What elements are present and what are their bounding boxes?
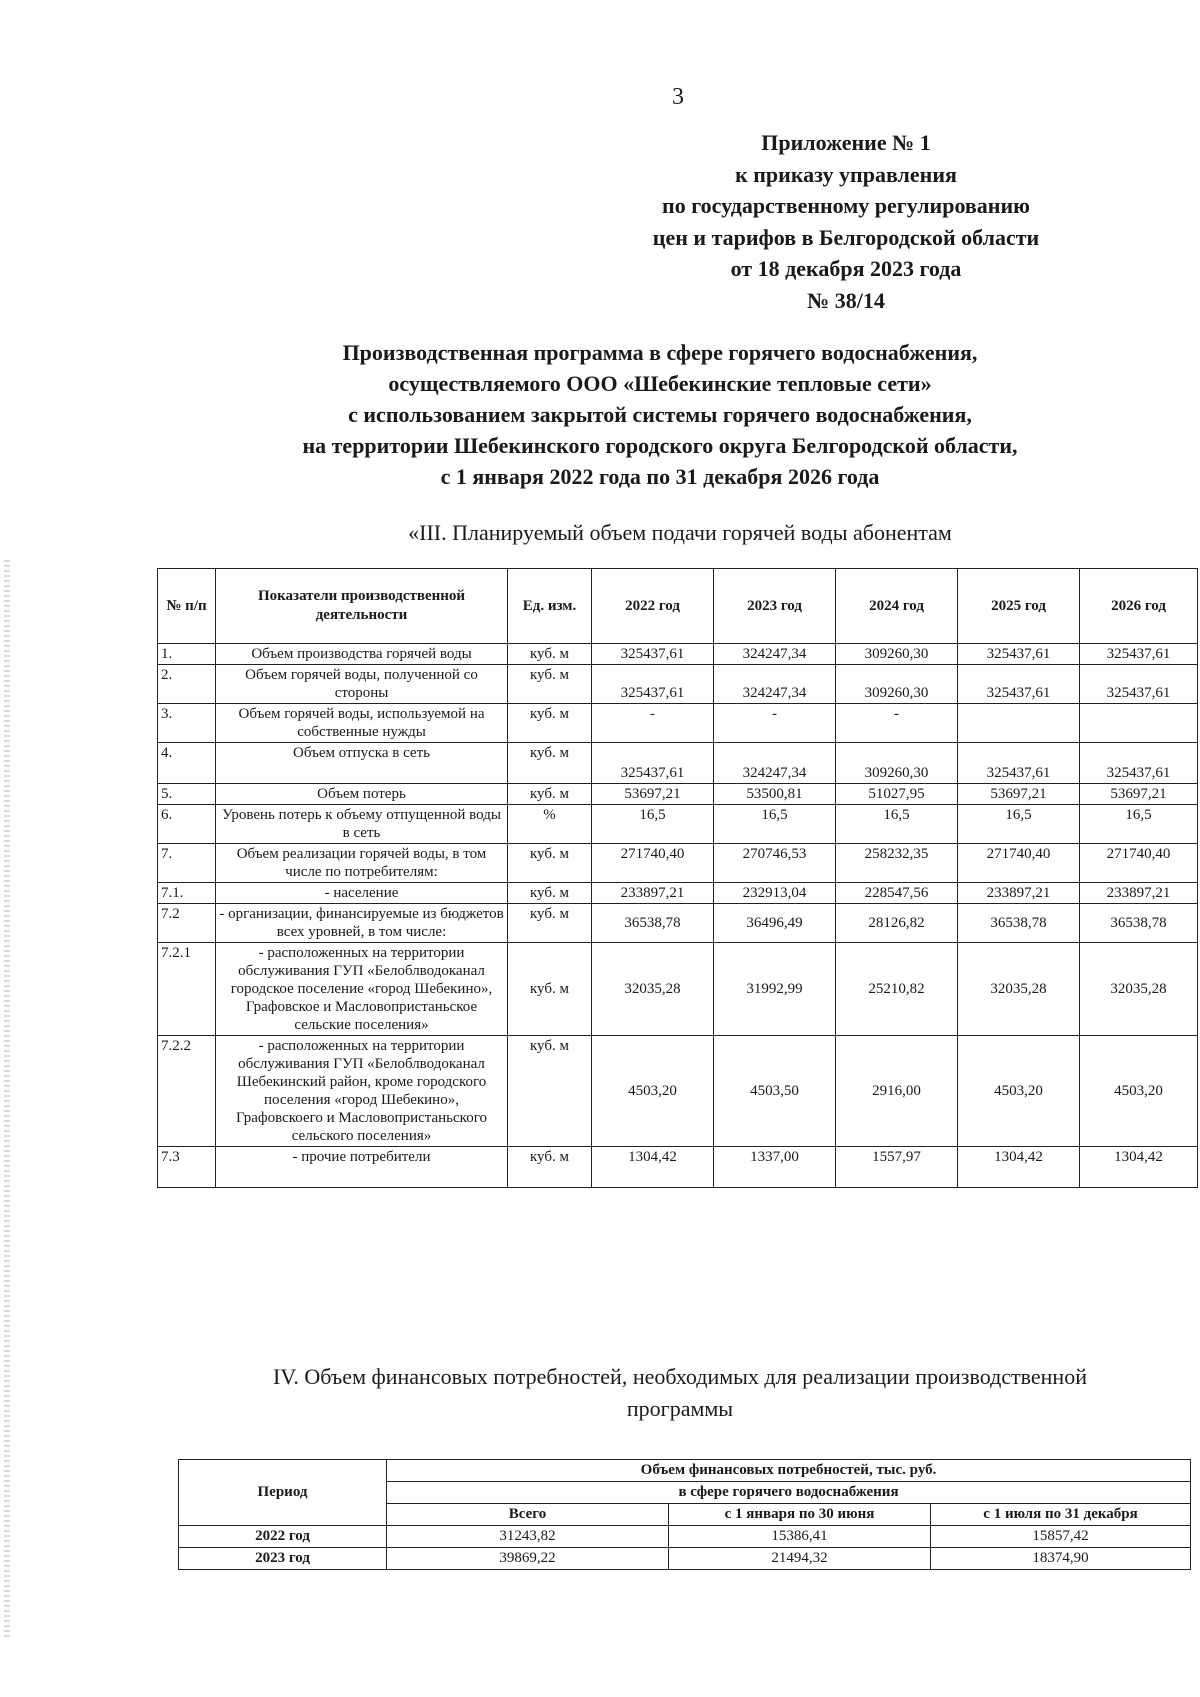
row-value: 271740,40 (958, 844, 1080, 883)
header-year: 2024 год (836, 569, 958, 644)
table-row (158, 943, 1198, 1036)
row-period: 2023 год (179, 1548, 387, 1570)
row-num: 7.1. (158, 883, 216, 904)
header-group: Объем финансовых потребностей, тыс. руб. (387, 1460, 1191, 1482)
row-num: 3. (158, 704, 216, 743)
row-unit: куб. м (508, 784, 592, 805)
header-indicator: Показатели производственной деятельности (216, 569, 508, 644)
row-value: 28126,82 (836, 904, 958, 943)
document-title (150, 337, 1170, 492)
header-year: 2026 год (1080, 569, 1198, 644)
page-number: 3 (672, 84, 684, 110)
appendix-line: цен и тарифов в Белгородской области (652, 224, 1040, 250)
water-supply-volume-table (157, 568, 1198, 1188)
row-value: 309260,30 (836, 665, 958, 704)
row-value: 324247,34 (714, 743, 836, 784)
row-value: 232913,04 (714, 883, 836, 904)
row-second-half: 18374,90 (931, 1548, 1191, 1570)
row-unit: куб. м (508, 1036, 592, 1147)
header-second-half: с 1 июля по 31 декабря (931, 1504, 1191, 1526)
row-first-half: 15386,41 (669, 1526, 931, 1548)
row-unit: куб. м (508, 743, 592, 784)
row-num: 1. (158, 644, 216, 665)
table-row (158, 644, 1198, 665)
row-value: 4503,20 (958, 1036, 1080, 1147)
row-value: 36538,78 (1080, 904, 1198, 943)
row-unit: куб. м (508, 844, 592, 883)
row-unit: куб. м (508, 1147, 592, 1188)
row-name: Объем реализации горячей воды, в том числе по потребителям: (216, 844, 508, 883)
title-line: с 1 января 2022 года по 31 декабря 2026 года (440, 464, 880, 489)
row-value: 16,5 (958, 805, 1080, 844)
row-name: - организации, финансируемые из бюджетов всех уровней, в том числе: (216, 904, 508, 943)
row-second-half: 15857,42 (931, 1526, 1191, 1548)
table-row (158, 844, 1198, 883)
row-value: 325437,61 (1080, 665, 1198, 704)
header-num: № п/п (158, 569, 216, 644)
row-value: 309260,30 (836, 644, 958, 665)
row-name: - расположенных на территории обслуживания ГУП «Белоблводоканал Шебекинский район, кроме городского поселения «город Шебекино», Графовскоего и Масловопристаньского сельского поселения» (216, 1036, 508, 1147)
row-num: 4. (158, 743, 216, 784)
row-total: 31243,82 (387, 1526, 669, 1548)
row-value (958, 704, 1080, 743)
header-subgroup: в сфере горячего водоснабжения (387, 1482, 1191, 1504)
row-name: Объем горячей воды, используемой на собственные нужды (216, 704, 508, 743)
table-row (158, 805, 1198, 844)
row-value (1080, 704, 1198, 743)
row-num: 2. (158, 665, 216, 704)
row-name: - прочие потребители (216, 1147, 508, 1188)
row-value: 325437,61 (592, 743, 714, 784)
appendix-line: Приложение № 1 (761, 130, 931, 155)
row-name: Объем потерь (216, 784, 508, 805)
table-row (179, 1548, 1191, 1570)
row-num: 7.3 (158, 1147, 216, 1188)
row-num: 7.2.1 (158, 943, 216, 1036)
row-value: 1557,97 (836, 1147, 958, 1188)
table-row (158, 743, 1198, 784)
row-value: 36496,49 (714, 904, 836, 943)
row-value: 32035,28 (592, 943, 714, 1036)
row-value: 270746,53 (714, 844, 836, 883)
title-line: осуществляемого ООО «Шебекинские тепловые сети» (388, 371, 932, 396)
row-value: 324247,34 (714, 644, 836, 665)
row-value: 325437,61 (592, 644, 714, 665)
row-unit: куб. м (508, 943, 592, 1036)
table-row (158, 665, 1198, 704)
row-unit: куб. м (508, 665, 592, 704)
row-value: - (714, 704, 836, 743)
appendix-line: по государственному регулированию (662, 193, 1030, 218)
row-value: 53500,81 (714, 784, 836, 805)
row-value: 271740,40 (1080, 844, 1198, 883)
row-value: 325437,61 (1080, 644, 1198, 665)
row-value: 2916,00 (836, 1036, 958, 1147)
row-num: 7.2.2 (158, 1036, 216, 1147)
row-value: 309260,30 (836, 743, 958, 784)
row-name: Объем отпуска в сеть (216, 743, 508, 784)
row-value: 16,5 (1080, 805, 1198, 844)
appendix-header (560, 127, 1132, 316)
row-value: 53697,21 (1080, 784, 1198, 805)
row-unit: куб. м (508, 883, 592, 904)
financial-needs-table (178, 1459, 1191, 1570)
table-row (158, 904, 1198, 943)
binding-edge (4, 560, 10, 1640)
row-value: 1304,42 (958, 1147, 1080, 1188)
row-value: 16,5 (836, 805, 958, 844)
header-unit: Ед. изм. (508, 569, 592, 644)
header-period: Период (179, 1460, 387, 1526)
row-num: 5. (158, 784, 216, 805)
row-value: 271740,40 (592, 844, 714, 883)
row-value: 233897,21 (592, 883, 714, 904)
appendix-line: к приказу управления (735, 161, 957, 187)
row-value: 325437,61 (1080, 743, 1198, 784)
row-value: 228547,56 (836, 883, 958, 904)
row-name: - население (216, 883, 508, 904)
table-header-row (158, 569, 1198, 644)
row-num: 7. (158, 844, 216, 883)
header-first-half: с 1 января по 30 июня (669, 1504, 931, 1526)
header-year: 2025 год (958, 569, 1080, 644)
row-value: 53697,21 (958, 784, 1080, 805)
row-value: 325437,61 (958, 644, 1080, 665)
row-unit: куб. м (508, 704, 592, 743)
row-total: 39869,22 (387, 1548, 669, 1570)
title-line: Производственная программа в сфере горячего водоснабжения, (342, 340, 978, 365)
table-row (158, 1036, 1198, 1147)
row-value: 233897,21 (1080, 883, 1198, 904)
section-3-title: «III. Планируемый объем подачи горячей воды абонентам (408, 520, 952, 545)
row-unit: % (508, 805, 592, 844)
row-value: 325437,61 (592, 665, 714, 704)
row-name: Уровень потерь к объему отпущенной воды в сеть (216, 805, 508, 844)
header-year: 2022 год (592, 569, 714, 644)
row-value: 16,5 (714, 805, 836, 844)
table-row (158, 784, 1198, 805)
row-period: 2022 год (179, 1526, 387, 1548)
table-row (179, 1526, 1191, 1548)
row-value: 16,5 (592, 805, 714, 844)
row-name: - расположенных на территории обслуживания ГУП «Белоблводоканал городское поселение «город Шебекино», Графовское и Масловопристаньское сельские поселения» (216, 943, 508, 1036)
row-value: 233897,21 (958, 883, 1080, 904)
title-line: с использованием закрытой системы горячего водоснабжения, (348, 402, 972, 427)
row-value: 25210,82 (836, 943, 958, 1036)
header-year: 2023 год (714, 569, 836, 644)
row-value: - (836, 704, 958, 743)
row-value: 32035,28 (958, 943, 1080, 1036)
row-value: 4503,20 (1080, 1036, 1198, 1147)
row-unit: куб. м (508, 644, 592, 665)
table-header-row (179, 1460, 1191, 1482)
section-4-title: IV. Объем финансовых потребностей, необходимых для реализации производственной программы (273, 1364, 1087, 1421)
row-name: Объем горячей воды, полученной со стороны (216, 665, 508, 704)
row-unit: куб. м (508, 904, 592, 943)
row-value: 32035,28 (1080, 943, 1198, 1036)
row-value: - (592, 704, 714, 743)
row-value: 1337,00 (714, 1147, 836, 1188)
row-value: 51027,95 (836, 784, 958, 805)
row-first-half: 21494,32 (669, 1548, 931, 1570)
row-value: 36538,78 (592, 904, 714, 943)
row-value: 1304,42 (592, 1147, 714, 1188)
row-value: 1304,42 (1080, 1147, 1198, 1188)
row-value: 4503,50 (714, 1036, 836, 1147)
row-value: 258232,35 (836, 844, 958, 883)
row-num: 6. (158, 805, 216, 844)
title-line: на территории Шебекинского городского округа Белгородской области, (302, 433, 1018, 458)
row-value: 31992,99 (714, 943, 836, 1036)
row-value: 4503,20 (592, 1036, 714, 1147)
row-value: 325437,61 (958, 743, 1080, 784)
header-total: Всего (387, 1504, 669, 1526)
row-value: 325437,61 (958, 665, 1080, 704)
appendix-line: № 38/14 (807, 287, 885, 313)
row-value: 324247,34 (714, 665, 836, 704)
row-value: 53697,21 (592, 784, 714, 805)
row-value: 36538,78 (958, 904, 1080, 943)
row-num: 7.2 (158, 904, 216, 943)
table-row (158, 1147, 1198, 1188)
row-name: Объем производства горячей воды (216, 644, 508, 665)
table-row (158, 883, 1198, 904)
appendix-line: от 18 декабря 2023 года (730, 256, 962, 281)
table-row (158, 704, 1198, 743)
